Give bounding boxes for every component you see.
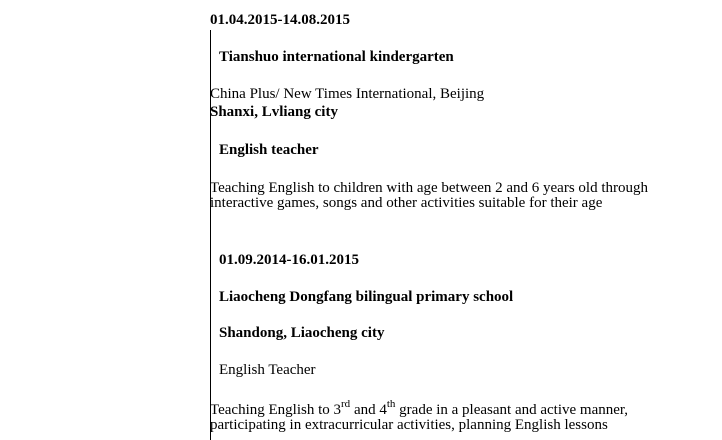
job2-employer: Liaocheng Dongfang bilingual primary school [219, 289, 514, 305]
job2-description-line2: participating in extracurricular activities, planning English lessons [210, 417, 608, 433]
job2-location: Shandong, Liaocheng city [219, 325, 385, 341]
job2-position: English Teacher [219, 362, 316, 378]
job2-description [210, 398, 629, 433]
job2-desc-sup2: th [386, 398, 396, 410]
job1-dates: 01.04.2015-14.08.2015 [210, 12, 350, 28]
job1-description-line1: Teaching English to children with age between 2 and 6 years old through [210, 180, 648, 196]
job1-position: English teacher [219, 142, 319, 158]
job2-desc-sup1: rd [341, 398, 351, 410]
job1-employer: Tianshuo international kindergarten [219, 49, 454, 65]
job2-desc-part2: and 4 [350, 402, 387, 418]
job1-description-line2: interactive games, songs and other activities suitable for their age [210, 195, 603, 211]
job1-location: Shanxi, Lvliang city [210, 104, 338, 120]
job2-dates: 01.09.2014-16.01.2015 [219, 252, 359, 268]
job2-desc-part3: grade in a pleasant and active manner, [395, 402, 629, 418]
job2-desc-part1: Teaching English to 3 [210, 402, 342, 418]
job2-description-line1 [210, 398, 629, 418]
job1-agency: China Plus/ New Times International, Beijing [210, 86, 485, 102]
job1-description [210, 181, 648, 211]
